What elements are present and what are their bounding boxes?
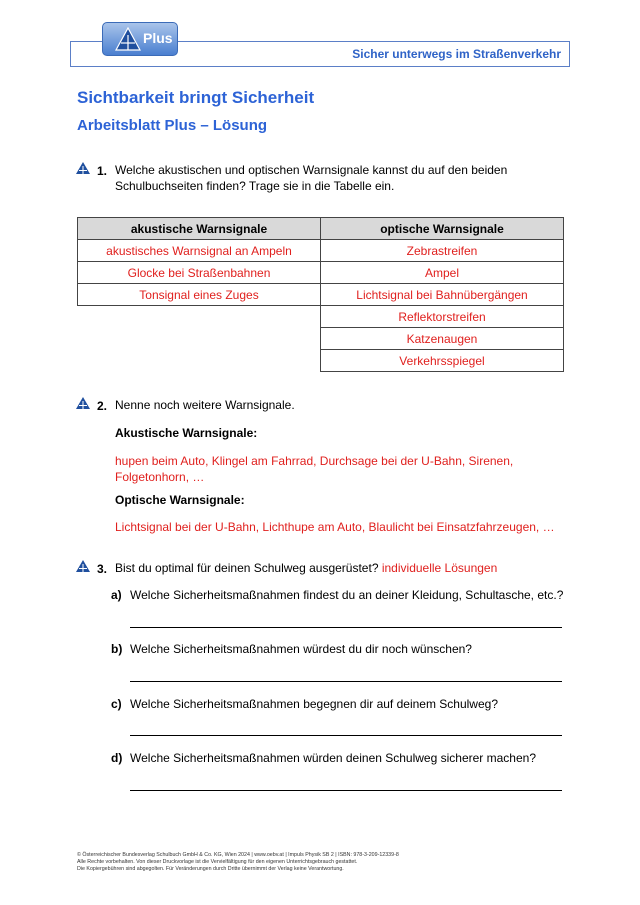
table-row bbox=[78, 262, 564, 284]
table-header-row bbox=[78, 218, 564, 240]
acoustic-cell: Glocke bei Straßenbahnen bbox=[78, 262, 321, 284]
optical-cell: Reflektorstreifen bbox=[321, 306, 564, 328]
warning-signals-table bbox=[77, 217, 564, 372]
footer bbox=[77, 852, 399, 873]
plus-logo bbox=[102, 22, 178, 56]
q1-text bbox=[115, 162, 507, 194]
answer-line bbox=[130, 790, 562, 791]
q3b-label: b) bbox=[111, 642, 123, 656]
q2-text: Nenne noch weitere Warnsignale. bbox=[115, 398, 295, 412]
table-row bbox=[78, 306, 564, 328]
empty-cell bbox=[78, 306, 321, 328]
q3-number: 3. bbox=[97, 562, 108, 576]
q1-line2: Schulbuchseiten finden? Trage sie in die Tabelle ein. bbox=[115, 179, 395, 193]
page-title: Sichtbarkeit bringt Sicherheit bbox=[77, 88, 315, 107]
table-row bbox=[78, 350, 564, 372]
footer-line1: © Österreichischer Bundesverlag Schulbuch GmbH & Co. KG, Wien 2024 | www.oebv.at | Impuls Physik SB 2 | ISBN: 978-3-209-12339-8 bbox=[77, 852, 399, 858]
q3-question: Bist du optimal für deinen Schulweg ausgerüstet? bbox=[115, 561, 379, 575]
header-title: Sicher unterwegs im Straßenverkehr bbox=[352, 47, 561, 61]
q3c-label: c) bbox=[111, 697, 122, 711]
q3a-text: Welche Sicherheitsmaßnahmen findest du an deiner Kleidung, Schultasche, etc.? bbox=[130, 588, 564, 602]
table-row bbox=[78, 284, 564, 306]
header-optical: optische Warnsignale bbox=[321, 218, 564, 240]
answer-line bbox=[130, 735, 562, 736]
task-triangle-icon bbox=[76, 560, 90, 572]
optical-cell: Ampel bbox=[321, 262, 564, 284]
page-subtitle: Arbeitsblatt Plus – Lösung bbox=[77, 117, 268, 134]
optical-cell: Katzenaugen bbox=[321, 328, 564, 350]
task-triangle-icon bbox=[76, 162, 90, 174]
q1-line1: Welche akustischen und optischen Warnsignale kannst du auf den beiden bbox=[115, 163, 508, 177]
acoustic-answer-line1: hupen beim Auto, Klingel am Fahrrad, Durchsage bei der U-Bahn, Sirenen, bbox=[115, 454, 514, 468]
header-acoustic: akustische Warnsignale bbox=[78, 218, 321, 240]
answer-line bbox=[130, 627, 562, 628]
acoustic-cell: Tonsignal eines Zuges bbox=[78, 284, 321, 306]
footer-line2: Alle Rechte vorbehalten. Von dieser Druckvorlage ist die Vervielfältigung für den eigenen Unterrichtsgebrauch gestattet. bbox=[77, 859, 358, 865]
q3d-label: d) bbox=[111, 751, 123, 765]
table-row bbox=[78, 328, 564, 350]
q2-number: 2. bbox=[97, 399, 108, 413]
q3b-text: Welche Sicherheitsmaßnahmen würdest du dir noch wünschen? bbox=[130, 642, 472, 656]
q3d-text: Welche Sicherheitsmaßnahmen würden deinen Schulweg sicherer machen? bbox=[130, 751, 536, 765]
footer-line3: Die Kopiergebühren sind abgegolten. Für Veränderungen durch Dritte übernimmt der Verlag keine Verantwortung. bbox=[77, 866, 344, 872]
logo-text: Plus bbox=[143, 30, 173, 46]
task-triangle-icon bbox=[76, 397, 90, 409]
q3-note: individuelle Lösungen bbox=[381, 561, 498, 575]
empty-cell bbox=[78, 328, 321, 350]
q3a-label: a) bbox=[111, 588, 122, 602]
table-row bbox=[78, 240, 564, 262]
optical-label: Optische Warnsignale: bbox=[115, 493, 245, 507]
optical-answer: Lichtsignal bei der U-Bahn, Lichthupe am Auto, Blaulicht bei Einsatzfahrzeugen, … bbox=[115, 520, 555, 534]
acoustic-answer bbox=[115, 453, 513, 485]
triangle-logo-icon bbox=[115, 27, 141, 51]
acoustic-cell: akustisches Warnsignal an Ampeln bbox=[78, 240, 321, 262]
q1-number: 1. bbox=[97, 164, 108, 178]
acoustic-label: Akustische Warnsignale: bbox=[115, 426, 258, 440]
q3-text bbox=[115, 560, 497, 576]
optical-cell: Verkehrsspiegel bbox=[321, 350, 564, 372]
optical-cell: Zebrastreifen bbox=[321, 240, 564, 262]
q3c-text: Welche Sicherheitsmaßnahmen begegnen dir auf deinem Schulweg? bbox=[130, 697, 498, 711]
acoustic-answer-line2: Folgetonhorn, … bbox=[115, 470, 205, 484]
answer-line bbox=[130, 681, 562, 682]
optical-cell: Lichtsignal bei Bahnübergängen bbox=[321, 284, 564, 306]
empty-cell bbox=[78, 350, 321, 372]
